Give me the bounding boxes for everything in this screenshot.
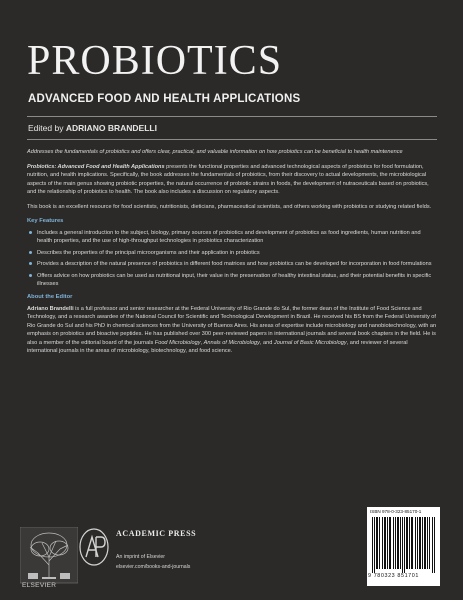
book-title: PROBIOTICS	[27, 38, 283, 84]
about-text-2: , and reviewer of several international journals in the areas of microbiology, biotechnology, and food science.	[27, 339, 408, 355]
elsevier-wordmark: ELSEVIER	[22, 582, 57, 589]
key-feature-item: Describes the properties of the principal microorganisms and their application in probiotics	[37, 249, 437, 258]
imprint-line: An imprint of Elsevier	[116, 554, 166, 560]
book-subtitle: ADVANCED FOOD AND HEALTH APPLICATIONS	[28, 93, 301, 105]
back-cover-text	[27, 148, 437, 362]
description-text: presents the functional properties and advanced technological aspects of probiotics for food formulation, nutrition, and health implications. Specifically, the book addresses the fundamentals of probiotics, from their discovery to actual developments, the microbiological aspects of the main genus showing probiotic properties, the natural occurrence of probiotic strains in foods, the development of nutraceuticals based on probiotics, and the relationship of probiotics to health. The book also includes a discussion on regulatory aspects.	[27, 163, 429, 195]
book-title-inline: Probiotics: Advanced Food and Health Applications	[27, 163, 165, 170]
publisher-url: elsevier.com/books-and-journals	[116, 564, 191, 570]
journal-name: Food Microbiology	[154, 339, 201, 346]
key-features-list	[27, 229, 437, 289]
about-editor-name: Adriano Brandelli	[27, 305, 74, 312]
barcode-image	[370, 517, 437, 573]
key-features-heading: Key Features	[27, 218, 64, 224]
separator: , and	[259, 339, 274, 346]
edited-by-prefix: Edited by	[28, 123, 66, 133]
academic-press-logo	[78, 527, 110, 567]
barcode-number: 9 780323 851701	[368, 573, 419, 579]
academic-press-name: ACADEMIC PRESS	[116, 529, 197, 538]
isbn-label: ISBN 978-0-323-85170-1	[370, 509, 422, 514]
journal-name: Annals of Microbiology	[203, 339, 260, 346]
about-editor-heading: About the Editor	[27, 293, 73, 300]
key-feature-item: Provides a description of the natural presence of probiotics in different food matrices and how probiotics can be developed for incorporation in food formulations	[37, 260, 437, 269]
intro-tagline: Addresses the fundamentals of probiotics and offers clear, practical, and valuable information on how probiotics can be beneficial to health maintenence	[27, 149, 403, 155]
journal-name: Journal of Basic Microbiology	[273, 339, 347, 346]
audience-paragraph: This book is an excellent resource for food scientists, nutritionists, dieticians, pharmaceutical scientists, and others working with probiotics or studying related fields.	[27, 203, 432, 210]
isbn-barcode-box	[367, 507, 440, 586]
about-editor-paragraph	[27, 305, 437, 356]
elsevier-tree-logo	[20, 527, 78, 587]
divider-bottom	[27, 139, 437, 140]
about-text-1: is a full professor and senior researcher at the Federal University of Rio Grande do Sul, the former dean of the Institute of Food Science and Technology, and a research awardee of the National Council for Scientific and Technological Development in Brazil. He received his BS from the Federal University of Rio Grande do Sul and his PhD in chemical sciences from the University of Buenos Aires. His areas of expertise include microbiology and nanobiotechnology, with an emphasis on probiotics and bioactive peptides. He has published over 300 peer-reviewed papers in international journals and several book chapters in the field. He is also a member of the editorial board of the journals	[27, 305, 437, 346]
key-feature-item: Includes a general introduction to the subject, biology, primary sources of probiotics and development of probiotics as food ingredients, human nutrition and health properties, and the use of high-throughput technologies in probiotics characterization	[37, 229, 437, 246]
divider-top	[27, 116, 437, 117]
description-paragraph	[27, 163, 437, 197]
editor-name: ADRIANO BRANDELLI	[65, 123, 157, 133]
editor-line	[28, 123, 157, 133]
separator: ,	[200, 339, 204, 346]
key-feature-item: Offers advice on how probiotics can be used as nutritional input, their value in the preservation of healthy intestinal status, and their potential benefits in specific illnesses	[37, 272, 437, 289]
